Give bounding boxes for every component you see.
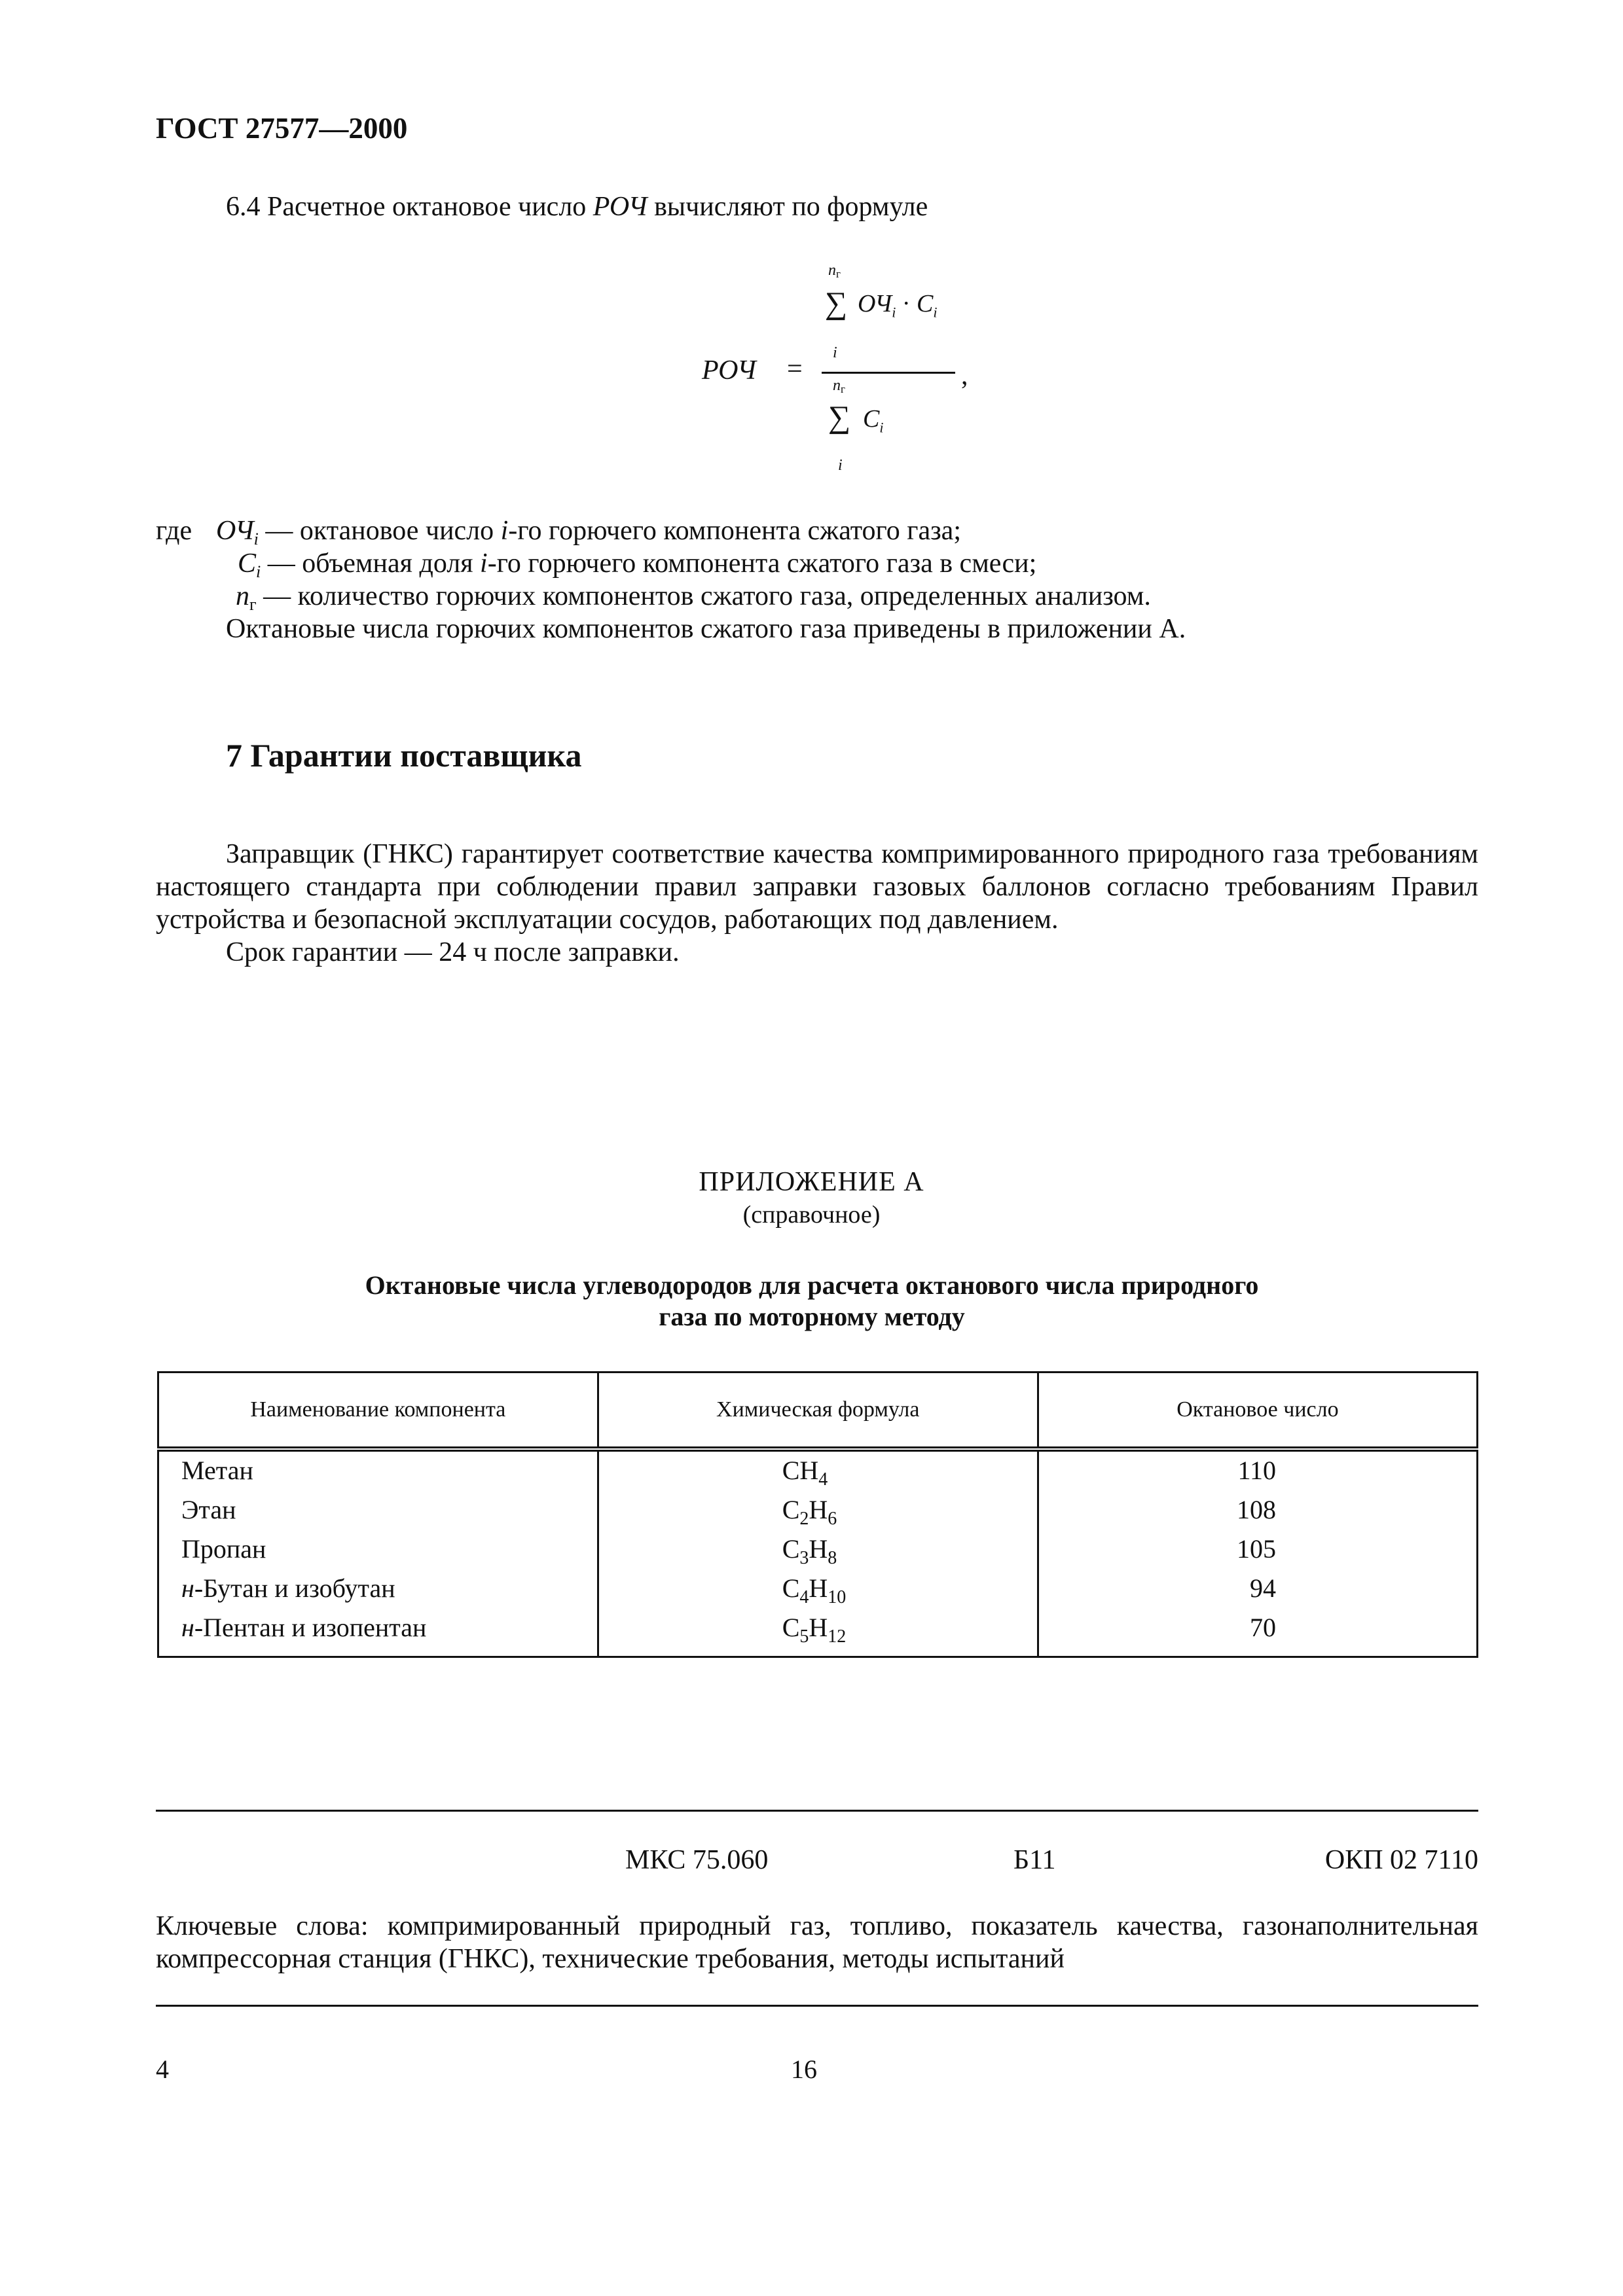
octane-table (157, 1371, 1478, 1658)
formula-equals: = (787, 354, 803, 384)
formula-lhs: РОЧ (702, 355, 756, 386)
formula-intro (226, 191, 928, 223)
formula-intro-suffix: вычисляют по формуле (647, 192, 928, 222)
table-row (158, 1449, 1478, 1495)
guarantee-period: Срок гарантии — 24 ч после заправки. (226, 937, 680, 967)
component-name: н-Пентан и изопентан (158, 1613, 598, 1657)
page-number-center: 16 (791, 2054, 817, 2084)
column-header: Химическая формула (598, 1372, 1038, 1450)
keywords: Ключевые слова: компримированный природный газ, топливо, показатель качества, газонаполнительная компрессорная станция (ГНКС), технические требования, методы испытаний (156, 1911, 1478, 1974)
component-name: Метан (158, 1449, 598, 1495)
denominator-sum-sign: ∑ (828, 400, 851, 435)
appendix-title: ПРИЛОЖЕНИЕ А (699, 1167, 924, 1197)
octane-number: 70 (1038, 1613, 1477, 1657)
table-row (158, 1573, 1478, 1613)
formula-comma: , (961, 361, 968, 391)
where-lead: где (156, 516, 192, 546)
page-number-left: 4 (156, 2054, 169, 2084)
octane-number: 94 (1038, 1573, 1477, 1613)
chemical-formula: $C_3H_8$ (598, 1534, 1038, 1573)
numerator-sum-sign: ∑ (825, 286, 848, 321)
formula-intro-symbol: РОЧ (593, 192, 647, 222)
guarantee-paragraph (156, 838, 1478, 969)
octane-number: 108 (1038, 1495, 1477, 1534)
numerator-term: $ОЧ_i \cdot C_i$ (858, 290, 938, 321)
table-row (158, 1613, 1478, 1657)
appendix-subtitle: (справочное) (742, 1201, 881, 1229)
table-header-row (158, 1372, 1478, 1450)
denominator-lower-index: i (838, 457, 843, 474)
table-row (158, 1534, 1478, 1573)
denominator-term: $C_i$ (863, 405, 884, 436)
denominator-upper-limit: nг (833, 377, 845, 395)
fraction-bar (822, 372, 955, 374)
okp-code: ОКП 02 7110 (1324, 1845, 1478, 1875)
octane-formula (687, 262, 968, 478)
chemical-formula: $C_2H_6$ (598, 1495, 1038, 1534)
numerator-upper-limit: nг (828, 262, 841, 280)
chemical-formula: $C_4H_{10}$ (598, 1573, 1038, 1613)
component-name: Этан (158, 1495, 598, 1534)
octane-number: 105 (1038, 1534, 1477, 1573)
mks-code: МКС 75.060 (625, 1845, 769, 1875)
appendix-heading: Октановые числа углеводородов для расчета октанового числа природного газа по моторному методу (365, 1270, 1259, 1331)
footer-bottom-rule (156, 2005, 1478, 2007)
octane-number: 110 (1038, 1449, 1477, 1495)
component-name: н-Бутан и изобутан (158, 1573, 598, 1613)
formula-intro-prefix: 6.4 Расчетное октановое число (226, 192, 593, 222)
column-header: Октановое число (1038, 1372, 1477, 1450)
guarantee-text: Заправщик (ГНКС) гарантирует соответствие качества компримированного природного газа требованиям настоящего стандарта при соблюдении правил заправки газовых баллонов согласно требованиям Правил устройства и безопасной эксплуатации сосудов, работающих под давлением. (156, 839, 1478, 935)
b-code: Б11 (1013, 1845, 1056, 1875)
component-name: Пропан (158, 1534, 598, 1573)
section-heading: 7 Гарантии поставщика (226, 737, 582, 774)
numerator-lower-index: i (833, 344, 837, 361)
footer-top-rule (156, 1810, 1478, 1812)
chemical-formula: $C_5H_{12}$ (598, 1613, 1038, 1657)
document-code: ГОСТ 27577—2000 (156, 112, 408, 145)
table-row (158, 1495, 1478, 1534)
column-header: Наименование компонента (158, 1372, 598, 1450)
chemical-formula: $CH_4$ (598, 1449, 1038, 1495)
